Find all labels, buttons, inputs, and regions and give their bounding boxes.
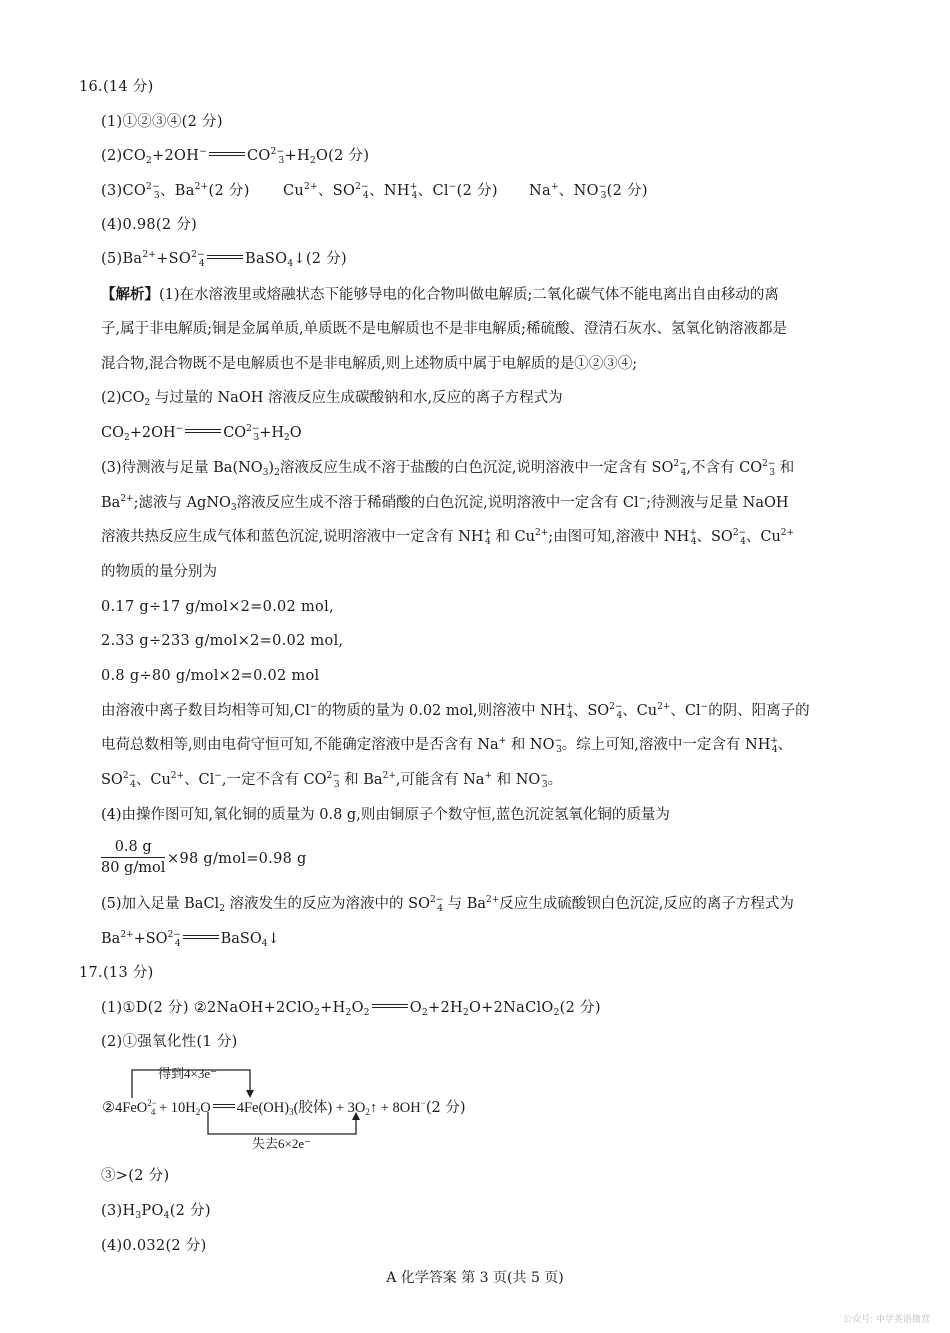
- q16-explain-3-line3: 溶液共热反应生成气体和蓝色沉淀,说明溶液中一定含有 $NH^+_4$ 和 $Cu^{2+}$;由图可知,溶液中 $NH^+_4$、$SO^{2-}_4$、$Cu^{2+}$: [101, 528, 795, 547]
- q16-fraction-rest: ×98 g/mol=0.98 g: [167, 851, 307, 867]
- page-footer: A 化学答案 第 3 页(共 5 页): [386, 1270, 564, 1286]
- redox-equation: ②4FeO$^{2-}_4$ + $10H_2O$ $4Fe(OH)_3$(胶体) + $3O_2↑ + 8OH^-(2$ 分): [102, 1098, 466, 1117]
- q16-explain-1-line3: 混合物,混合物既不是电解质也不是非电解质,则上述物质中属于电解质的是①②③④;: [101, 356, 638, 372]
- q16-explain-1-line2: 子,属于非电解质;铜是金属单质,单质既不是电解质也不是非电解质;稀硫酸、澄清石灰水、氢氧化钠溶液都是: [101, 321, 787, 337]
- q16-answer-3c: Na+、$NO^-_3(2$ 分): [529, 182, 648, 201]
- q17-answer-3: $(3)H_3PO_4(2$ 分): [101, 1203, 211, 1221]
- q17-answer-4: (4)0.032(2 分): [101, 1238, 207, 1254]
- fraction-numerator: 0.8 g: [101, 838, 165, 858]
- gain-electrons-label: 得到4×3e⁻: [158, 1066, 217, 1081]
- q17-answer-2-1: (2)①强氧化性(1 分): [101, 1034, 238, 1050]
- q16-explain-3-line4: 的物质的量分别为: [101, 564, 217, 580]
- q17-header: 17.(13 分): [79, 965, 154, 981]
- q16-explain-3-line2: $Ba^{2+}$;滤液与 AgNO$_3$溶液反应生成不溶于稀硝酸的白色沉淀,说明溶液中一定含有 Cl−;待测液与足量 NaOH: [101, 494, 789, 513]
- q16-answer-3: $(3)CO^{2-}_3$、$Ba^{2+}(2$ 分): [101, 182, 250, 201]
- q16-fraction: [101, 838, 165, 877]
- q16-explain-2-equation: $CO_2+2OH^-$ $CO^{2-}_3+H_2O$: [101, 424, 302, 443]
- q16-answer-3b: $Cu^{2+}$、$SO^{2-}_4$、$NH^+_4$、Cl−(2 分): [283, 182, 498, 201]
- q17-answer-2-3: ③>(2 分): [101, 1168, 170, 1184]
- q16-explain-3-line1: (3)待测液与足量 $Ba(NO_3)_2$溶液反应生成不溶于盐酸的白色沉淀,说明溶液中一定含有 $SO^{2-}_4$,不含有 $CO^{2-}_3$ 和: [101, 459, 795, 478]
- q16-explain-3-line9: 电荷总数相等,则由电荷守恒可知,不能确定溶液中是否含有 Na+ 和 $NO^-_3$。综上可知,溶液中一定含有 $NH^+_4$、: [101, 736, 793, 755]
- q16-explain-4-line1: (4)由操作图可知,氧化铜的质量为 0.8 g,则由铜原子个数守恒,蓝色沉淀氢氧化铜的质量为: [101, 807, 670, 823]
- q16-explain-3-line10: $SO^{2-}_4$、$Cu^{2+}$、Cl−,一定不含有 $CO^{2-}_3$ 和 $Ba^{2+}$,可能含有 Na+ 和 $NO^-_3$。: [101, 771, 563, 790]
- q17-answer-1: (1)①D(2 分) $②2NaOH+2ClO_2+H_2O_2$ $O_2+2H_2O+2NaClO_2(2$ 分): [101, 1000, 601, 1018]
- watermark: 公众号: 中学英语微营: [843, 1315, 930, 1325]
- q16-calc-2: 2.33 g÷233 g/mol×2=0.02 mol,: [101, 633, 344, 649]
- fraction-denominator: 80 g/mol: [101, 860, 166, 876]
- q16-explain-2-line1: $(2)CO_2$ 与过量的 NaOH 溶液反应生成碳酸钠和水,反应的离子方程式为: [101, 390, 563, 408]
- q16-answer-1: (1)①②③④(2 分): [101, 114, 223, 130]
- lose-electrons-label: 失去6×2e⁻: [252, 1136, 311, 1151]
- q16-answer-2: $(2)CO_2+2OH^-$ $CO^{2-}_3+H_2O(2$ 分): [101, 147, 370, 166]
- q16-explain-5-line1: (5)加入足量 BaCl$_2$ 溶液发生的反应为溶液中的 $SO^{2-}_4$ 与 $Ba^{2+}$反应生成硫酸钡白色沉淀,反应的离子方程式为: [101, 895, 794, 914]
- q16-header: 16.(14 分): [79, 79, 154, 95]
- q16-explain-1-line1: 【解析】(1)在水溶液里或熔融状态下能够导电的化合物叫做电解质;二氧化碳气体不能电离出自由移动的离: [101, 286, 779, 303]
- q16-answer-4: (4)0.98(2 分): [101, 217, 198, 233]
- q16-answer-5: $(5)Ba^{2+}+SO^{2-}_4$ BaSO$_4$↓(2 分): [101, 250, 347, 269]
- q16-calc-1: 0.17 g÷17 g/mol×2=0.02 mol,: [101, 599, 334, 615]
- q16-calc-3: 0.8 g÷80 g/mol×2=0.02 mol: [101, 668, 320, 684]
- q16-explain-3-line8: 由溶液中离子数目均相等可知,Cl−的物质的量为 0.02 mol,则溶液中 $NH^+_4$、$SO^{2-}_4$、$Cu^{2+}$、Cl−的阴、阳离子的: [101, 702, 810, 721]
- q16-explain-5-equation: $Ba^{2+}+SO^{2-}_4$ BaSO$_4$↓: [101, 930, 280, 949]
